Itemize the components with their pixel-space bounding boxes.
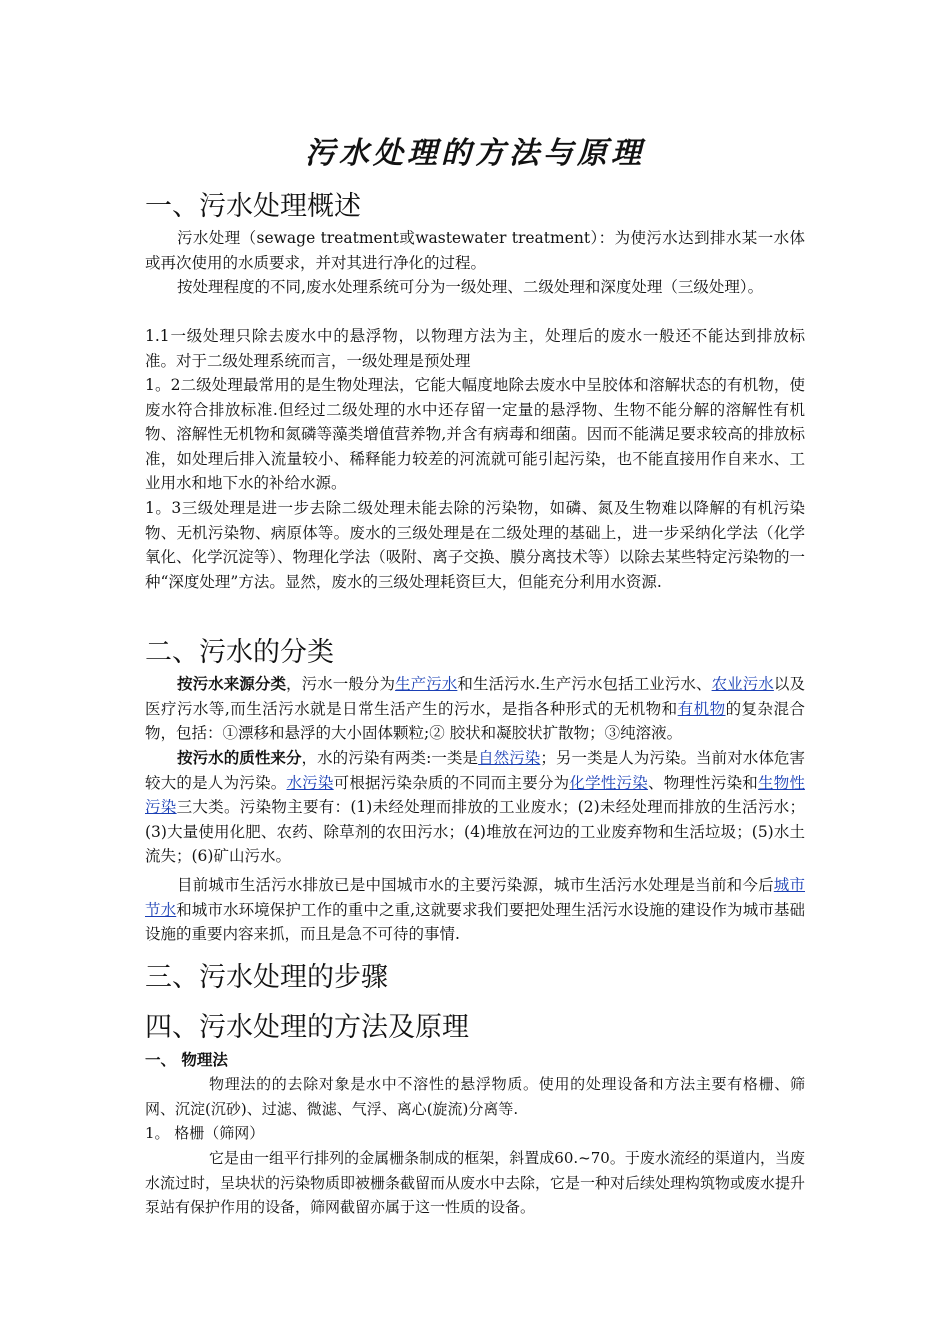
text-run: 和生活污水.生产污水包括工业污水、	[457, 675, 712, 693]
subheading-physical-method: 一、 物理法	[145, 1051, 228, 1069]
text-run: 目前城市生活污水排放已是中国城市水的主要污染源，城市生活污水处理是当前和今后	[177, 876, 774, 894]
link-organic-matter[interactable]: 有机物	[677, 699, 726, 718]
text-run: 可根据污染杂质的不同而主要分为	[333, 773, 570, 792]
paragraph-urban-sewage	[145, 873, 805, 947]
text-run: ，污水一般分为	[286, 675, 396, 693]
text-run: 以及医疗污水等,而生活污水就是日常生活产生的污水，是指各种形式的无机物和	[145, 675, 805, 718]
text-run: 、物理性污染和	[647, 773, 759, 792]
link-agricultural-sewage[interactable]: 农业污水	[711, 675, 774, 693]
paragraph-grille: 它是由一组平行排列的金属栅条制成的框架，斜置成60.~70。于废水流经的渠道内，当废水流过时，呈块状的污染物质即被栅条截留而从废水中去除，它是一种对后续处理构筑物或废水提升泵站有保护作用的设备，筛网截留亦属于这一性质的设备。	[145, 1149, 806, 1216]
text-run: ；另一类是人为污染。当前对水体危害较大的是人为污染。	[145, 749, 805, 792]
paragraph-secondary: 1。2二级处理最常用的是生物处理法，它能大幅度地除去废水中呈胶体和溶解状态的有机物，使废水符合排放标准.但经过二级处理的水中还存留一定量的悬浮物、生物不能分解的溶解性有机物、溶解性无机物和氮磷等藻类增值营养物,并含有病毒和细菌。因而不能满足要求较高的排放标准，如处理后排入流量较小、稀释能力较差的河流就可能引起污染，也不能直接用作自来水、工业用水和地下水的补给水源。	[145, 376, 805, 492]
paragraph-by-source	[145, 672, 805, 746]
link-production-sewage[interactable]: 生产污水	[395, 675, 458, 693]
link-chemical-pollution[interactable]: 化学性污染	[569, 773, 648, 792]
paragraph-by-nature	[145, 746, 805, 869]
section-heading-steps: 三、污水处理的步骤	[145, 962, 388, 993]
link-biological-pollution[interactable]: 生物性污染	[145, 773, 805, 816]
text-run: 三大类。污染物主要有：(1)未经处理而排放的工业废水；(2)未经处理而排放的生活污水；(3)大量使用化肥、农药、除草剂的农田污水；(4)堆放在河边的工业废弃物和生活垃圾；(5)水土流失；(6)矿山污水。	[145, 798, 805, 865]
section-heading-overview: 一、污水处理概述	[145, 191, 361, 222]
link-natural-pollution[interactable]: 自然污染	[478, 749, 541, 767]
text-run: ，水的污染有两类:一类是	[301, 749, 479, 767]
paragraph-definition: 污水处理（sewage treatment或wastewater treatment）：为使污水达到排水某一水体或再次使用的水质要求，并对其进行净化的过程。	[145, 229, 805, 272]
link-urban-water-saving[interactable]: 城市节水	[145, 876, 805, 919]
paragraph-primary: 1.1一级处理只除去废水中的悬浮物，以物理方法为主，处理后的废水一般还不能达到排放标准。对于二级处理系统而言，一级处理是预处理	[145, 327, 805, 370]
text-run: 和城市水环境保护工作的重中之重,这就要求我们要把处理生活污水设施的建设作为城市基础设施的重要内容来抓，而且是急不可待的事情.	[145, 900, 805, 943]
section-heading-classification: 二、污水的分类	[145, 637, 334, 668]
section-heading-methods: 四、污水处理的方法及原理	[145, 1012, 469, 1043]
bold-label-nature: 按污水的质性来分	[177, 748, 302, 767]
item-grille-heading: 1。 格栅（筛网）	[145, 1124, 265, 1142]
bold-label-source: 按污水来源分类	[177, 674, 287, 693]
paragraph-tertiary: 1。3三级处理是进一步去除二级处理未能去除的污染物，如磷、氮及生物难以降解的有机污染物、无机污染物、病原体等。废水的三级处理是在二级处理的基础上，进一步采纳化学法（化学氧化、化学沉淀等）、物理化学法（吸附、离子交换、膜分离技术等）以除去某些特定污染物的一种“深度处理”方法。显然，废水的三级处理耗资巨大，但能充分利用水资源.	[145, 499, 805, 591]
paragraph-physical-method: 物理法的的去除对象是水中不溶性的悬浮物质。使用的处理设备和方法主要有格栅、筛网、沉淀(沉砂)、过滤、微滤、气浮、离心(旋流)分离等.	[145, 1075, 805, 1118]
paragraph-levels: 按处理程度的不同,废水处理系统可分为一级处理、二级处理和深度处理（三级处理）。	[177, 278, 764, 296]
link-water-pollution[interactable]: 水污染	[286, 773, 334, 792]
document-title: 污水处理的方法与原理	[305, 136, 645, 171]
text-run: 的复杂混合物，包括：①漂移和悬浮的大小固体颗粒;② 胶状和凝胶状扩散物；③纯溶液。	[145, 699, 805, 742]
